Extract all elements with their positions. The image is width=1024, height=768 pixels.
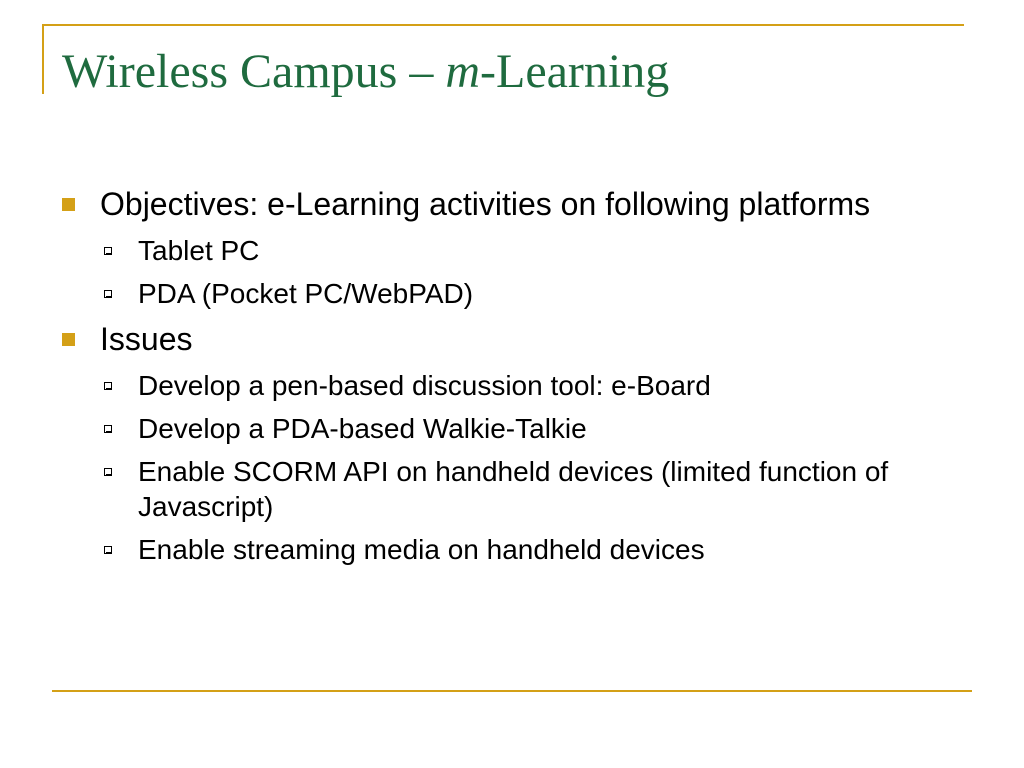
top-rule	[42, 24, 964, 26]
hollow-square-bullet-icon	[104, 546, 112, 554]
bullet-objectives	[62, 184, 962, 225]
bullet-text: Enable streaming media on handheld devices	[138, 534, 705, 565]
sub-bullet-walkie-talkie	[62, 411, 962, 446]
title-italic: m	[445, 45, 481, 98]
bullet-text: Objectives: e-Learning activities on following platforms	[100, 186, 871, 222]
sub-bullet-streaming-media	[62, 532, 962, 567]
title-prefix: Wireless Campus –	[62, 45, 446, 98]
square-bullet-icon	[62, 333, 75, 346]
bullet-list	[62, 184, 962, 575]
sub-bullet-tablet-pc	[62, 233, 962, 268]
hollow-square-bullet-icon	[104, 468, 112, 476]
bullet-text: Enable SCORM API on handheld devices (limited function of Javascript)	[138, 456, 889, 522]
left-rule	[42, 24, 44, 94]
bullet-issues	[62, 319, 962, 360]
slide-title	[62, 42, 669, 102]
sub-bullet-scorm-api	[62, 454, 962, 524]
hollow-square-bullet-icon	[104, 290, 112, 298]
square-bullet-icon	[62, 198, 75, 211]
sub-bullet-pda	[62, 276, 962, 311]
hollow-square-bullet-icon	[104, 382, 112, 390]
bottom-rule	[52, 690, 972, 692]
title-suffix: -Learning	[480, 45, 670, 98]
bullet-text: Tablet PC	[138, 235, 260, 266]
bullet-text: Develop a pen-based discussion tool: e-Board	[138, 370, 711, 401]
sub-bullet-e-board	[62, 368, 962, 403]
hollow-square-bullet-icon	[104, 247, 112, 255]
bullet-text: Develop a PDA-based Walkie-Talkie	[138, 413, 587, 444]
bullet-text: PDA (Pocket PC/WebPAD)	[138, 278, 474, 309]
hollow-square-bullet-icon	[104, 425, 112, 433]
bullet-text: Issues	[100, 321, 193, 357]
